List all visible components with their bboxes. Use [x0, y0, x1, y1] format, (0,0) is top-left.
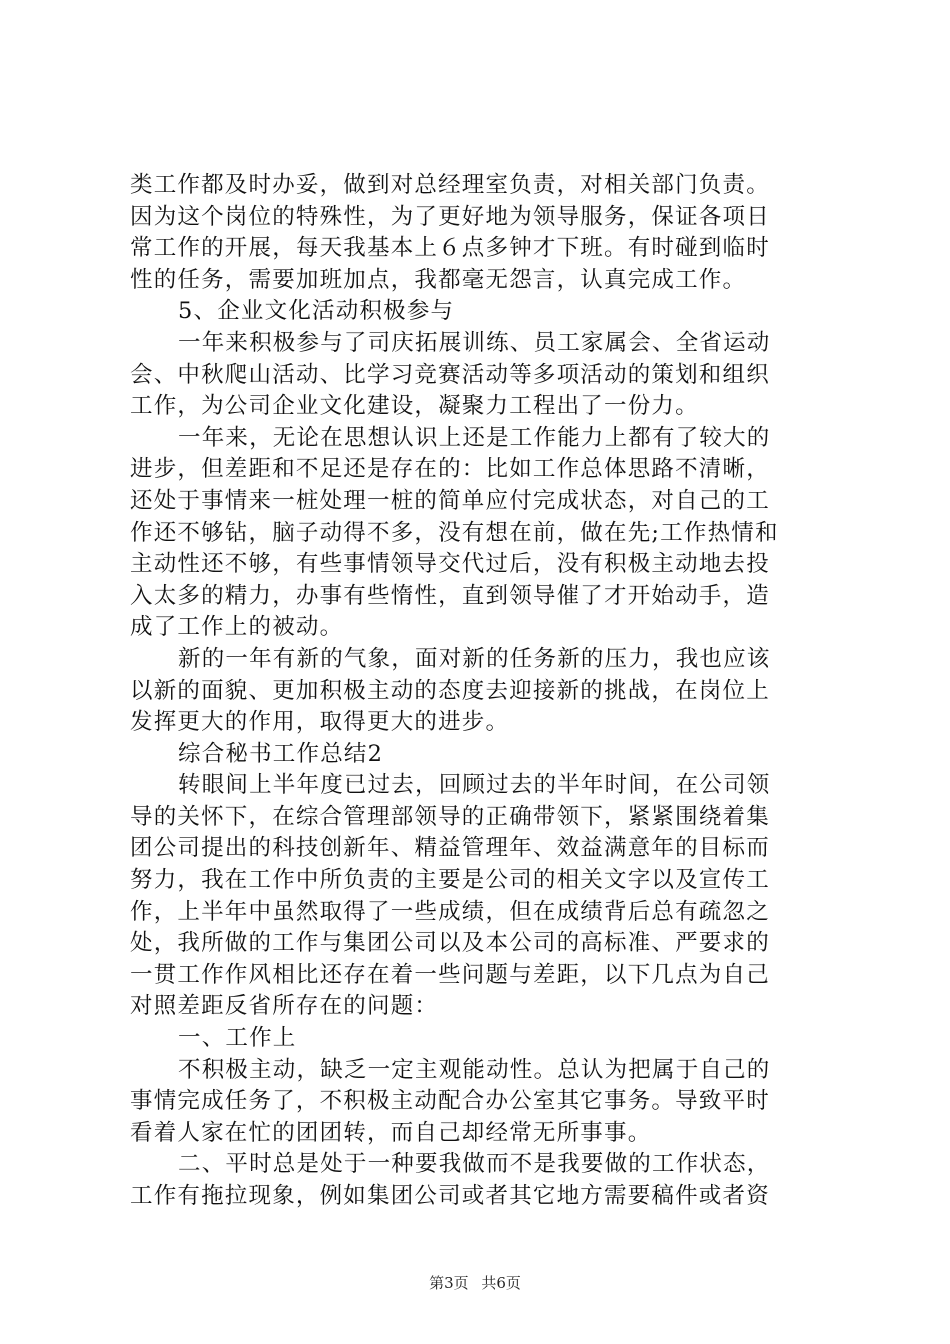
text-line: 因为这个岗位的特殊性，为了更好地为领导服务，保证各项日	[130, 203, 770, 230]
text-line: 团公司提出的科技创新年、精益管理年、效益满意年的目标而	[130, 835, 770, 862]
text-line: 会、中秋爬山活动、比学习竞赛活动等多项活动的策划和组织	[130, 361, 770, 388]
page-total: 共6页	[481, 1274, 521, 1292]
text-line: 一年来积极参与了司庆拓展训练、员工家属会、全省运动	[178, 329, 771, 356]
text-line: 努力，我在工作中所负责的主要是公司的相关文字以及宣传工	[130, 867, 770, 894]
text-line: 作还不够钻，脑子动得不多，没有想在前，做在先;工作热情和	[130, 519, 779, 546]
text-line: 看着人家在忙的团团转，而自己却经常无所事事。	[130, 1119, 652, 1146]
text-line: 5、企业文化活动积极参与	[178, 298, 455, 325]
text-line: 入太多的精力，办事有些惰性，直到领导催了才开始动手，造	[130, 582, 770, 609]
text-line: 一、工作上	[178, 1025, 297, 1052]
text-line: 以新的面貌、更加积极主动的态度去迎接新的挑战，在岗位上	[130, 677, 770, 704]
text-line: 新的一年有新的气象，面对新的任务新的压力，我也应该	[178, 645, 771, 672]
text-line: 还处于事情来一桩处理一桩的简单应付完成状态，对自己的工	[130, 487, 770, 514]
text-line: 主动性还不够，有些事情领导交代过后，没有积极主动地去投	[130, 551, 770, 578]
text-line: 进步，但差距和不足还是存在的：比如工作总体思路不清晰，	[130, 456, 770, 483]
text-line: 不积极主动，缺乏一定主观能动性。总认为把属于自己的	[178, 1056, 771, 1083]
text-line: 成了工作上的被动。	[130, 614, 344, 641]
page-footer	[0, 1272, 950, 1293]
text-line: 作，上半年中虽然取得了一些成绩，但在成绩背后总有疏忽之	[130, 898, 770, 925]
text-line: 工作，为公司企业文化建设，凝聚力工程出了一份力。	[130, 393, 699, 420]
text-line: 一贯工作作风相比还存在着一些问题与差距，以下几点为自己	[130, 961, 770, 988]
text-line: 一年来，无论在思想认识上还是工作能力上都有了较大的	[178, 424, 771, 451]
text-line: 事情完成任务了，不积极主动配合办公室其它事务。导致平时	[130, 1088, 770, 1115]
document-body	[130, 170, 830, 1213]
text-line: 综合秘书工作总结2	[178, 740, 384, 767]
text-line: 对照差距反省所存在的问题：	[130, 993, 439, 1020]
text-line: 类工作都及时办妥，做到对总经理室负责，对相关部门负责。	[130, 172, 770, 198]
page-number: 第3页	[429, 1274, 469, 1292]
text-line: 处，我所做的工作与集团公司以及本公司的高标准、严要求的	[130, 930, 770, 957]
text-line: 工作有拖拉现象，例如集团公司或者其它地方需要稿件或者资	[130, 1183, 770, 1209]
text-line: 导的关怀下，在综合管理部领导的正确带领下，紧紧围绕着集	[130, 803, 770, 830]
text-line: 发挥更大的作用，取得更大的进步。	[130, 709, 510, 736]
text-line: 性的任务，需要加班加点，我都毫无怨言，认真完成工作。	[130, 266, 747, 293]
text-line: 常工作的开展，每天我基本上６点多钟才下班。有时碰到临时	[130, 235, 770, 262]
text-line: 转眼间上半年度已过去，回顾过去的半年时间，在公司领	[178, 772, 771, 799]
text-line: 二、平时总是处于一种要我做而不是我要做的工作状态，	[178, 1151, 771, 1178]
